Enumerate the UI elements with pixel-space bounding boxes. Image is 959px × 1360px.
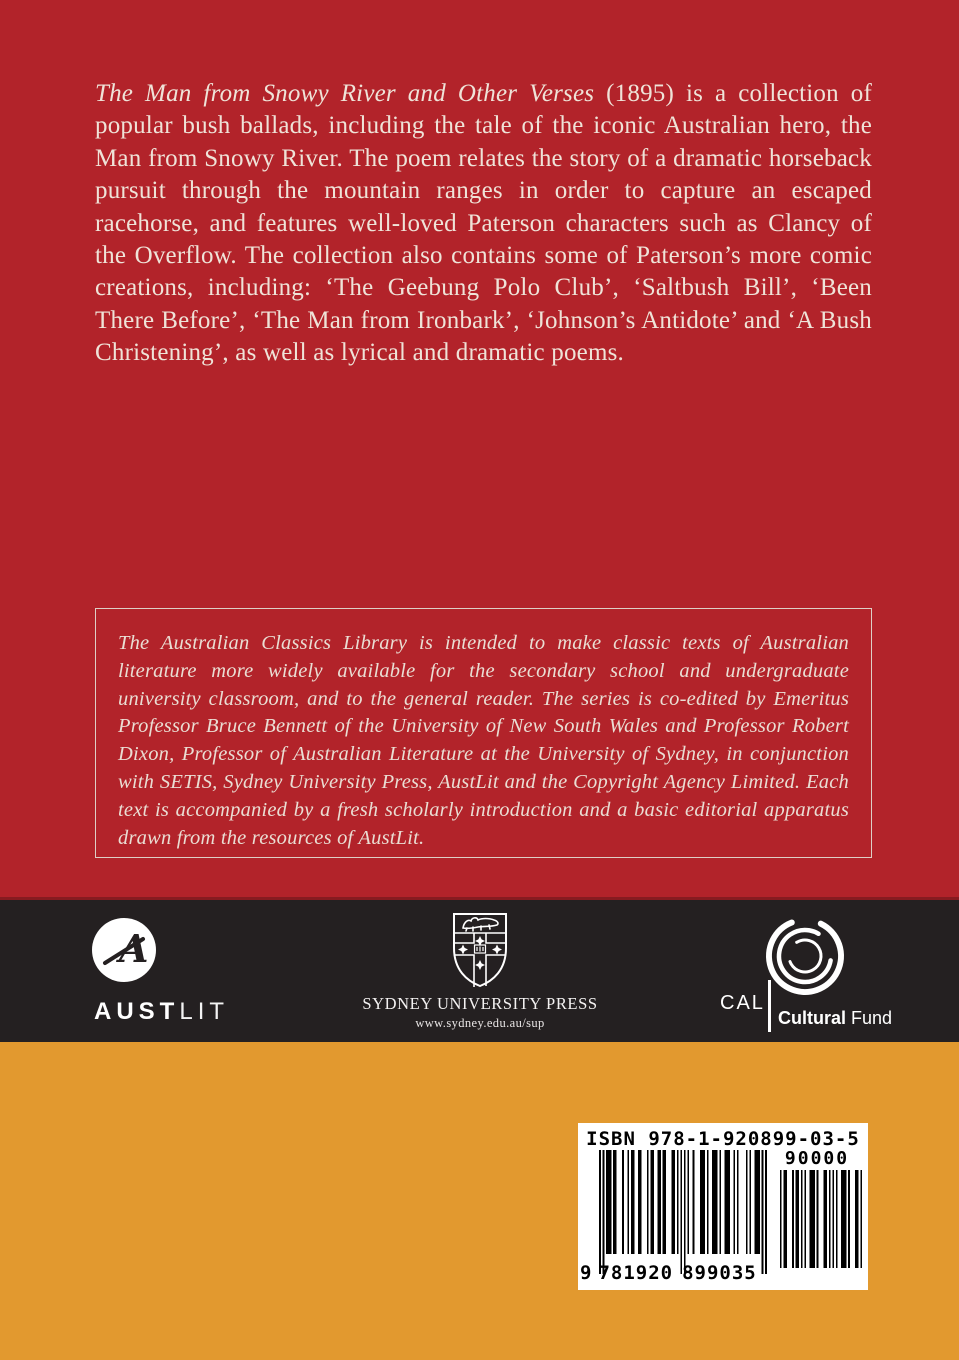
svg-text:A: A bbox=[119, 926, 149, 971]
publisher-logo-strip bbox=[0, 897, 959, 1042]
cal-acronym: CAL bbox=[720, 992, 765, 1014]
barcode-lead-digit: 9 bbox=[580, 1262, 592, 1284]
barcode-digits-group2: 899035 bbox=[682, 1262, 757, 1284]
ean5-addon-barcode bbox=[778, 1170, 862, 1268]
barcode-digits-group1: 781920 bbox=[598, 1262, 674, 1284]
austlit-stylised-a-icon bbox=[92, 918, 156, 982]
isbn-number-label: ISBN 978-1-920899-03-5 bbox=[586, 1128, 860, 1150]
cal-divider-bar bbox=[768, 980, 771, 1032]
austlit-logo bbox=[88, 918, 238, 1028]
concentric-circles-icon bbox=[760, 908, 850, 1008]
barcode-digits bbox=[580, 1262, 778, 1284]
series-note-box bbox=[95, 608, 872, 858]
blurb-body: (1895) is a collection of popular bush ballads, including the tale of the iconic Australian hero, the Man from Snowy River. The poem relates the story of a dramatic horseback pursuit through the mountain ranges in order to capture an escaped racehorse, and features well-loved Paterson characters such as Clancy of the Overflow. The collection also contains some of Paterson’s more comic creations, including: ‘The Geebung Polo Club’, ‘Saltbush Bill’, ‘Been There Before’, ‘The Man from Ironbark’, ‘Johnson’s Antidote’ and ‘A Bush Christening’, as well as lyrical and dramatic poems. bbox=[95, 80, 872, 367]
cal-fund-label bbox=[778, 1008, 892, 1029]
university-of-sydney-crest-icon bbox=[451, 912, 509, 988]
barcode-addon-number: 90000 bbox=[784, 1148, 850, 1169]
isbn-barcode-panel bbox=[578, 1123, 868, 1290]
cal-fund-rest: Fund bbox=[846, 1008, 893, 1028]
sydney-university-press-url: www.sydney.edu.au/sup bbox=[415, 1016, 545, 1030]
austlit-word-thin: LIT bbox=[179, 998, 230, 1025]
book-blurb bbox=[95, 78, 872, 370]
book-title-italic: The Man from Snowy River and Other Verses bbox=[95, 80, 595, 107]
sydney-university-press-logo bbox=[360, 912, 600, 1037]
cal-cultural-fund-logo bbox=[712, 908, 897, 1036]
ean13-barcode bbox=[599, 1150, 767, 1276]
orange-cover-section bbox=[0, 1042, 959, 1360]
sydney-university-press-name: SYDNEY UNIVERSITY PRESS bbox=[362, 994, 598, 1013]
austlit-wordmark bbox=[94, 998, 244, 1026]
cal-fund-bold: Cultural bbox=[778, 1008, 847, 1028]
austlit-word-bold: AUST bbox=[94, 998, 180, 1025]
series-note-text: The Australian Classics Library is intended to make classic texts of Australian literature more widely available for the secondary school and undergraduate university classroom, and to the general reader. The series is co-edited by Emeritus Professor Bruce Bennett of the University of New South Wales and Professor Robert Dixon, Professor of Australian Literature at the University of Sydney, in conjunction with SETIS, Sydney University Press, AustLit and the Copyright Agency Limited. Each text is accompanied by a fresh scholarly introduction and a basic editorial apparatus drawn from the resources of AustLit. bbox=[118, 632, 849, 849]
